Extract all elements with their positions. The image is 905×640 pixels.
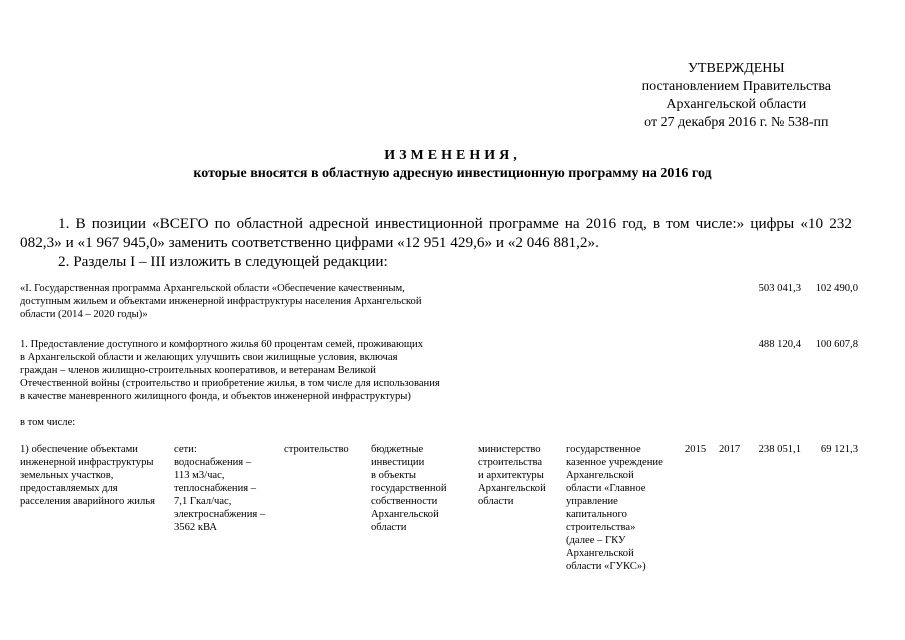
item-1-line: Отечественной войны (строительство и приобретение жилья, в том числе для использования <box>20 378 440 389</box>
item-1-value-2: 100 607,8 <box>815 339 858 350</box>
section-1-line: области (2014 – 2020 годы)» <box>20 309 148 320</box>
row-1-capacity-line: теплоснабжения – <box>174 483 257 494</box>
row-1-ministry-line: министерство <box>478 444 541 455</box>
row-1-ministry-line: и архитектуры <box>478 470 544 481</box>
row-1-name-line: земельных участков, <box>20 470 114 481</box>
section-1-line: доступным жильем и объектами инженерной инфраструктуры населения Архангельской <box>20 296 422 307</box>
item-1-title <box>20 338 440 403</box>
item-1-line: в Архангельской области и желающих улучшить свои жилищные условия, включая <box>20 352 398 363</box>
row-1-form-line: области <box>371 522 407 533</box>
row-1-form-line: в объекты <box>371 470 417 481</box>
row-1-ministry-line: строительства <box>478 457 543 468</box>
row-1-capacity-line: 3562 кВА <box>174 522 218 533</box>
row-1-work-type <box>284 443 349 456</box>
row-1-capacity-line: 7,1 Гкал/час, <box>174 496 232 507</box>
document-subtitle: которые вносятся в областную адресную инвестиционную программу на 2016 год <box>193 166 712 181</box>
item-1-value-1: 488 120,4 <box>758 339 801 350</box>
row-1-name-line: 1) обеспечение объектами <box>20 444 138 455</box>
row-1-year-start: 2015 <box>685 444 707 455</box>
row-1-work-type-line: строительство <box>284 444 349 455</box>
row-1-customer-line: Архангельской <box>566 548 634 559</box>
row-1-value-1: 238 051,1 <box>758 444 801 455</box>
paragraph-2: 2. Разделы I – III изложить в следующей редакции: <box>58 253 388 270</box>
section-1-line: «I. Государственная программа Архангельской области «Обеспечение качественным, <box>20 283 405 294</box>
approval-line-1: УТВЕРЖДЕНЫ <box>688 61 785 76</box>
approval-line-3: Архангельской области <box>666 97 807 112</box>
row-1-customer-line: государственное <box>566 444 641 455</box>
document-title: ИЗМЕНЕНИЯ, <box>384 148 521 163</box>
row-1-customer <box>566 443 663 573</box>
row-1-name <box>20 443 155 508</box>
row-1-capacity <box>174 443 265 534</box>
row-1-customer-line: Архангельской <box>566 470 634 481</box>
item-1-line: граждан – членов жилищно-строительных кооперативов, и ветеранам Великой <box>20 365 376 376</box>
approval-block <box>642 60 831 132</box>
row-1-name-line: расселения аварийного жилья <box>20 496 155 507</box>
section-1-value-1: 503 041,3 <box>758 283 801 294</box>
row-1-form <box>371 443 447 534</box>
section-1-title <box>20 282 422 321</box>
row-1-ministry-line: области <box>478 496 514 507</box>
row-1-customer-line: капитального <box>566 509 627 520</box>
row-1-ministry-line: Архангельской <box>478 483 546 494</box>
row-1-year-end: 2017 <box>719 444 741 455</box>
row-1-capacity-line: электроснабжения – <box>174 509 266 520</box>
approval-line-4: от 27 декабря 2016 г. № 538-пп <box>644 115 829 130</box>
row-1-ministry <box>478 443 546 508</box>
row-1-customer-line: управление <box>566 496 618 507</box>
row-1-customer-line: (далее – ГКУ <box>566 535 626 546</box>
row-1-customer-line: казенное учреждение <box>566 457 663 468</box>
row-1-name-line: предоставляемых для <box>20 483 118 494</box>
item-1-line: в качестве маневренного жилищного фонда, и объектов инженерной инфраструктуры) <box>20 391 411 402</box>
section-1-value-2: 102 490,0 <box>815 283 858 294</box>
approval-line-2: постановлением Правительства <box>641 79 831 94</box>
row-1-form-line: инвестиции <box>371 457 425 468</box>
row-1-capacity-line: сети: <box>174 444 197 455</box>
row-1-customer-line: области «ГУКС») <box>566 561 646 572</box>
item-1-line: 1. Предоставление доступного и комфортного жилья 60 процентам семей, проживающих <box>20 339 424 350</box>
including-label: в том числе: <box>20 417 76 428</box>
row-1-form-line: бюджетные <box>371 444 424 455</box>
row-1-form-line: Архангельской <box>371 509 439 520</box>
row-1-value-2: 69 121,3 <box>820 444 858 455</box>
row-1-form-line: государственной <box>371 483 447 494</box>
row-1-capacity-line: 113 м3/час, <box>174 470 225 481</box>
row-1-customer-line: строительства» <box>566 522 636 533</box>
row-1-name-line: инженерной инфраструктуры <box>20 457 154 468</box>
row-1-customer-line: области «Главное <box>566 483 646 494</box>
row-1-capacity-line: водоснабжения – <box>174 457 252 468</box>
row-1-form-line: собственности <box>371 496 438 507</box>
paragraph-1: 1. В позиции «ВСЕГО по областной адресной инвестиционной программе на 2016 год, в том числе:» цифры «10 232 082,3» и «1 967 945,0» заменить соответственно цифрами «12 951 429,6» и «2 046 881,2». <box>20 215 852 251</box>
